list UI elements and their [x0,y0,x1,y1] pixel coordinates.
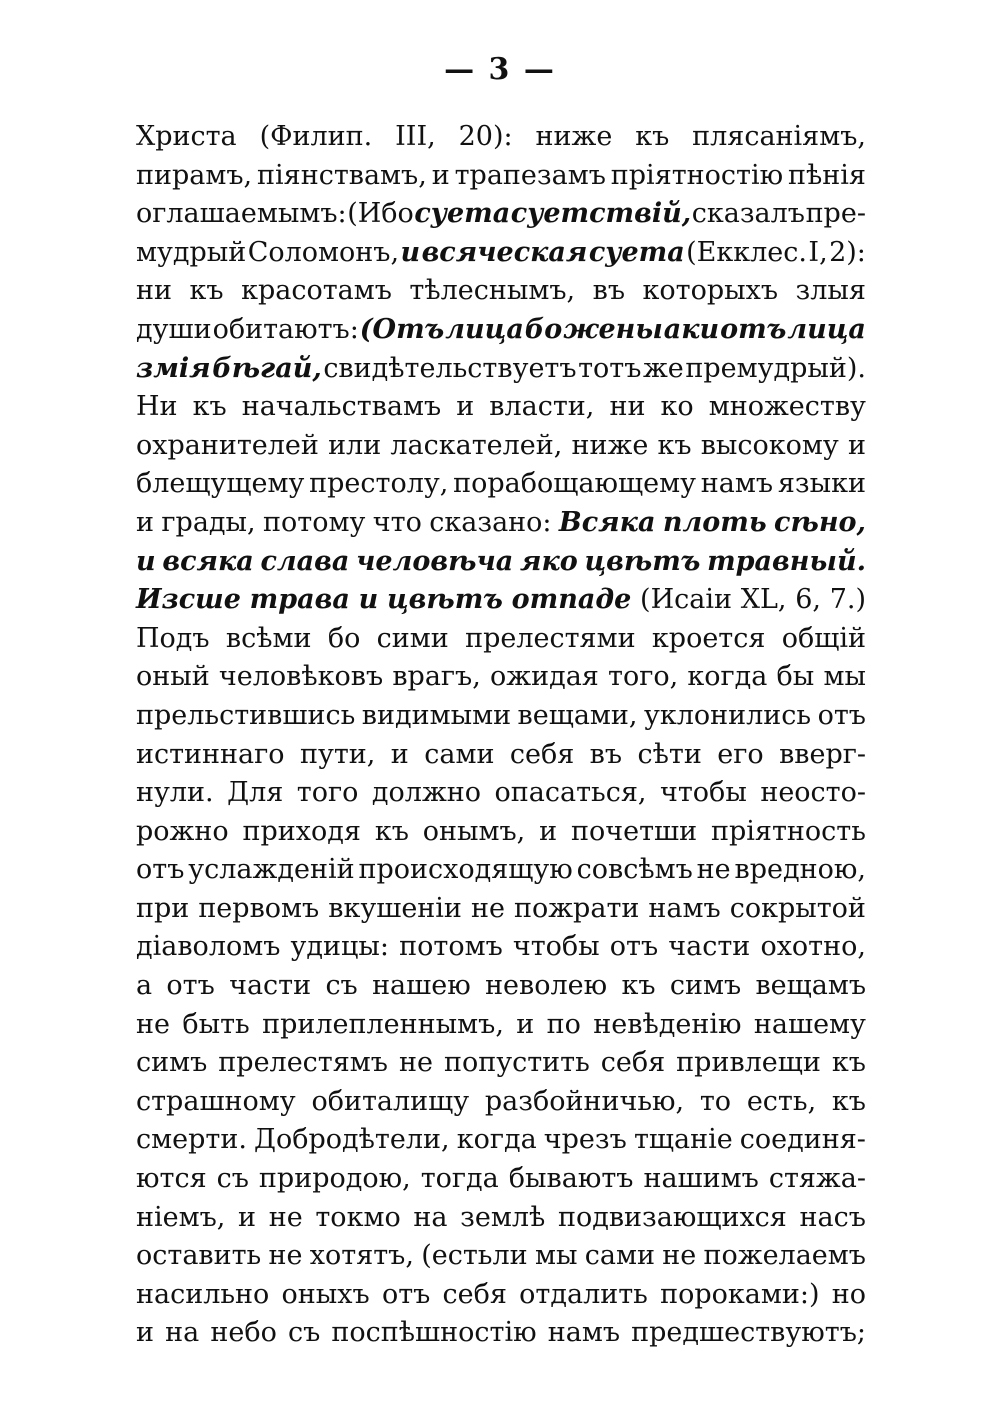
text-line: души обитаютъ: (Отъ лица бо жены аки отъ лица [136,313,866,345]
text-line: оглашаемымъ: (Ибо суета суетствій, сказалъ пре- [136,198,866,230]
text-line: а отъ части съ нашею неволею къ симъ вещамъ [136,970,866,1002]
text-line: рожно приходя къ онымъ, и почетши пріятность [136,815,866,847]
text-line: ни къ красотамъ тѣлеснымъ, въ которыхъ злыя [136,275,866,307]
text-line: отъ услажденій происходящую совсѣмъ не вредною, [136,854,866,886]
text-line: и всяка слава человѣча яко цвѣтъ травный. [136,545,866,577]
text-line: ніемъ, и не токмо на землѣ подвизающихся насъ [136,1201,866,1233]
text-line: и грады, потому что сказано: Всяка плоть сѣно, [136,506,866,538]
text-line: нули. Для того должно опасаться, чтобы неосто- [136,777,866,809]
text-line: блещущему престолу, порабощающему намъ языки [136,468,866,500]
text-line: змія бѣгай, свидѣтельствуетъ тотъ же премудрый). [136,352,866,384]
text-line: симъ прелестямъ не попустить себя привлещи къ [136,1047,866,1079]
text-line: Изсше трава и цвѣтъ отпаде (Исаіи XL, 6, 7.) [136,584,866,616]
text-line: Подъ всѣми бо сими прелестями кроется общій [136,622,866,654]
text-line: и на небо съ поспѣшностію намъ предшествуютъ; [136,1317,866,1349]
text-line: ются съ природою, тогда бываютъ нашимъ стяжа- [136,1163,866,1195]
text-line: пирамъ, піянствамъ, и трапезамъ пріятностію пѣнія [136,159,866,191]
text-line: Христа (Филип. III, 20): ниже къ плясаніямъ, [136,121,866,152]
text-line: не быть прилепленнымъ, и по невѣденію нашему [136,1008,866,1040]
text-line: мудрый Соломонъ, и всяческая суета (Екклес. I, 2): [136,236,866,268]
text-line: оставить не хотятъ, (естьли мы сами не пожелаемъ [136,1240,866,1272]
text-line: при первомъ вкушеніи не пожрати намъ сокрытой [136,892,866,924]
page-number: — 3 — [444,52,556,87]
text-line: смерти. Добродѣтели, когда чрезъ тщаніе соединя- [136,1124,866,1156]
text-line: прельстившись видимыми вещами, уклонились отъ [136,699,866,731]
text-line: насильно оныхъ отъ себя отдалить пороками:) но [136,1278,866,1310]
text-line: истиннаго пути, и сами себя въ сѣти его вверг- [136,738,866,770]
text-line: діаволомъ удицы: потомъ чтобы отъ части охотно, [136,931,866,963]
text-line: оный человѣковъ врагъ, ожидая того, когда бы мы [136,661,866,693]
text-line: страшному обиталищу разбойничью, то есть, къ [136,1085,866,1117]
body-text [136,118,866,1353]
text-line: охранителей или ласкателей, ниже къ высокому и [136,429,866,461]
text-line: Ни къ начальствамъ и власти, ни ко множеству [136,391,866,423]
